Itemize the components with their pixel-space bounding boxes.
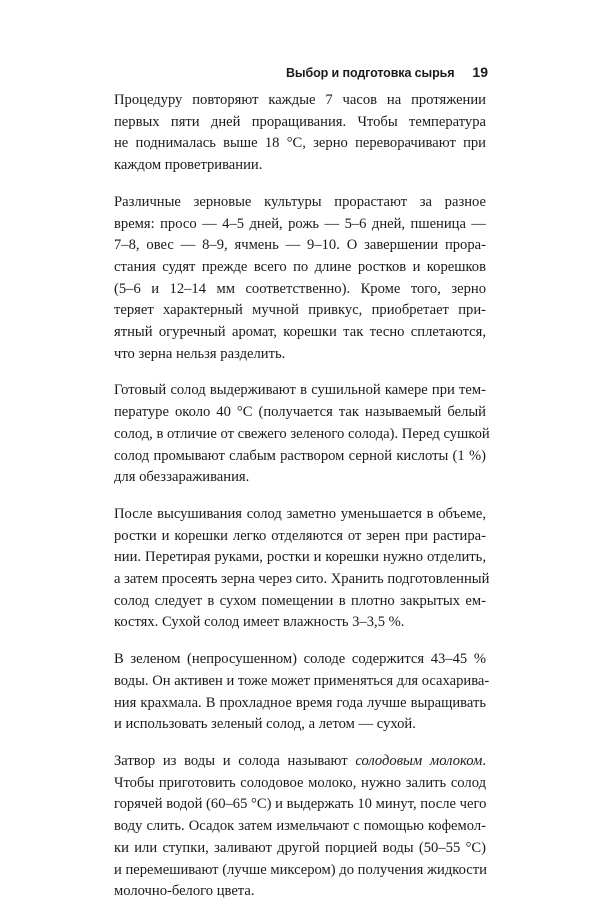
text-line: что зерна нельзя разделить.	[114, 345, 286, 362]
paragraph-1	[114, 90, 486, 177]
text-line: нии. Перетирая руками, ростки и корешки нужно отделить,	[114, 549, 486, 566]
text-line: теряет характерный мучной привкус, приобретает при-	[114, 302, 486, 319]
text-line: В зеленом (непросушенном) солоде содержится 43–45 %	[114, 651, 486, 668]
text-line: а затем просеять зерна через сито. Хранить подготовленный	[114, 571, 490, 588]
text-line: ния крахмала. В прохладное время года лучше выращивать	[114, 694, 486, 711]
text-line: каждом проветривании.	[114, 157, 263, 174]
text-run: Затвор из воды и солода называют	[114, 752, 356, 769]
text-line: (5–6 и 12–14 мм соответственно). Кроме того, зерно	[114, 280, 486, 297]
text-line: пературе около 40 °C (получается так называемый белый	[114, 404, 486, 421]
text-line: воду слить. Осадок затем измельчают с помощью кофемол-	[114, 818, 486, 835]
text-line: После высушивания солод заметно уменьшается в объеме,	[114, 505, 486, 522]
text-line: не поднималась выше 18 °C, зерно переворачивают при	[114, 135, 486, 152]
text-line: Различные зерновые культуры прорастают за разное	[114, 193, 486, 210]
text-line: солод промывают слабым раствором серной кислоты (1 %)	[114, 447, 486, 464]
paragraph-4	[114, 504, 490, 634]
text-line: первых пяти дней проращивания. Чтобы температура	[114, 113, 486, 130]
text-run: .	[482, 752, 486, 769]
text-line: и перемешивают (лучше миксером) до получения жидкости	[114, 861, 487, 878]
text-line: молочно-белого цвета.	[114, 883, 255, 900]
text-line: 7–8, овес — 8–9, ячмень — 9–10. О завершении прора-	[114, 237, 486, 254]
body-text	[114, 90, 490, 918]
text-line: для обеззараживания.	[114, 469, 250, 486]
paragraph-2	[114, 192, 486, 366]
text-line: солод, в отличие от свежего зеленого солода). Перед сушкой	[114, 425, 490, 442]
text-line: воды. Он активен и тоже может применяться для осахарива-	[114, 672, 490, 689]
text-line: ятный огуречный аромат, корешки так тесно сплетаются,	[114, 324, 486, 341]
text-line: солод следует в сухом помещении в плотно закрытых ем-	[114, 592, 486, 609]
text-line	[114, 751, 486, 773]
paragraph-3	[114, 380, 490, 489]
text-line: и использовать зеленый солод, а летом — сухой.	[114, 716, 416, 733]
text-line: время: просо — 4–5 дней, рожь — 5–6 дней, пшеница —	[114, 215, 486, 232]
paragraph-5	[114, 649, 490, 736]
text-line: костях. Сухой солод имеет влажность 3–3,5 %.	[114, 614, 405, 631]
text-line: Готовый солод выдерживают в сушильной камере при тем-	[114, 382, 486, 399]
text-line: ростки и корешки легко отделяются от зерен при растира-	[114, 527, 486, 544]
text-line: ки или ступки, заливают другой порцией воды (50–55 °C)	[114, 839, 486, 856]
page-header	[110, 64, 488, 80]
text-line: стания судят прежде всего по длине ростков и корешков	[114, 258, 486, 275]
text-line: горячей водой (60–65 °C) и выдержать 10 минут, после чего	[114, 796, 487, 813]
term-emphasis: солодовым молоком	[355, 752, 483, 769]
text-line: Процедуру повторяют каждые 7 часов на протяжении	[114, 92, 486, 108]
running-title: Выбор и подготовка сырья	[285, 66, 455, 80]
text-line: Чтобы приготовить солодовое молоко, нужно залить солод	[114, 774, 486, 791]
paragraph-6	[114, 751, 486, 903]
page-number: 19	[472, 64, 488, 80]
